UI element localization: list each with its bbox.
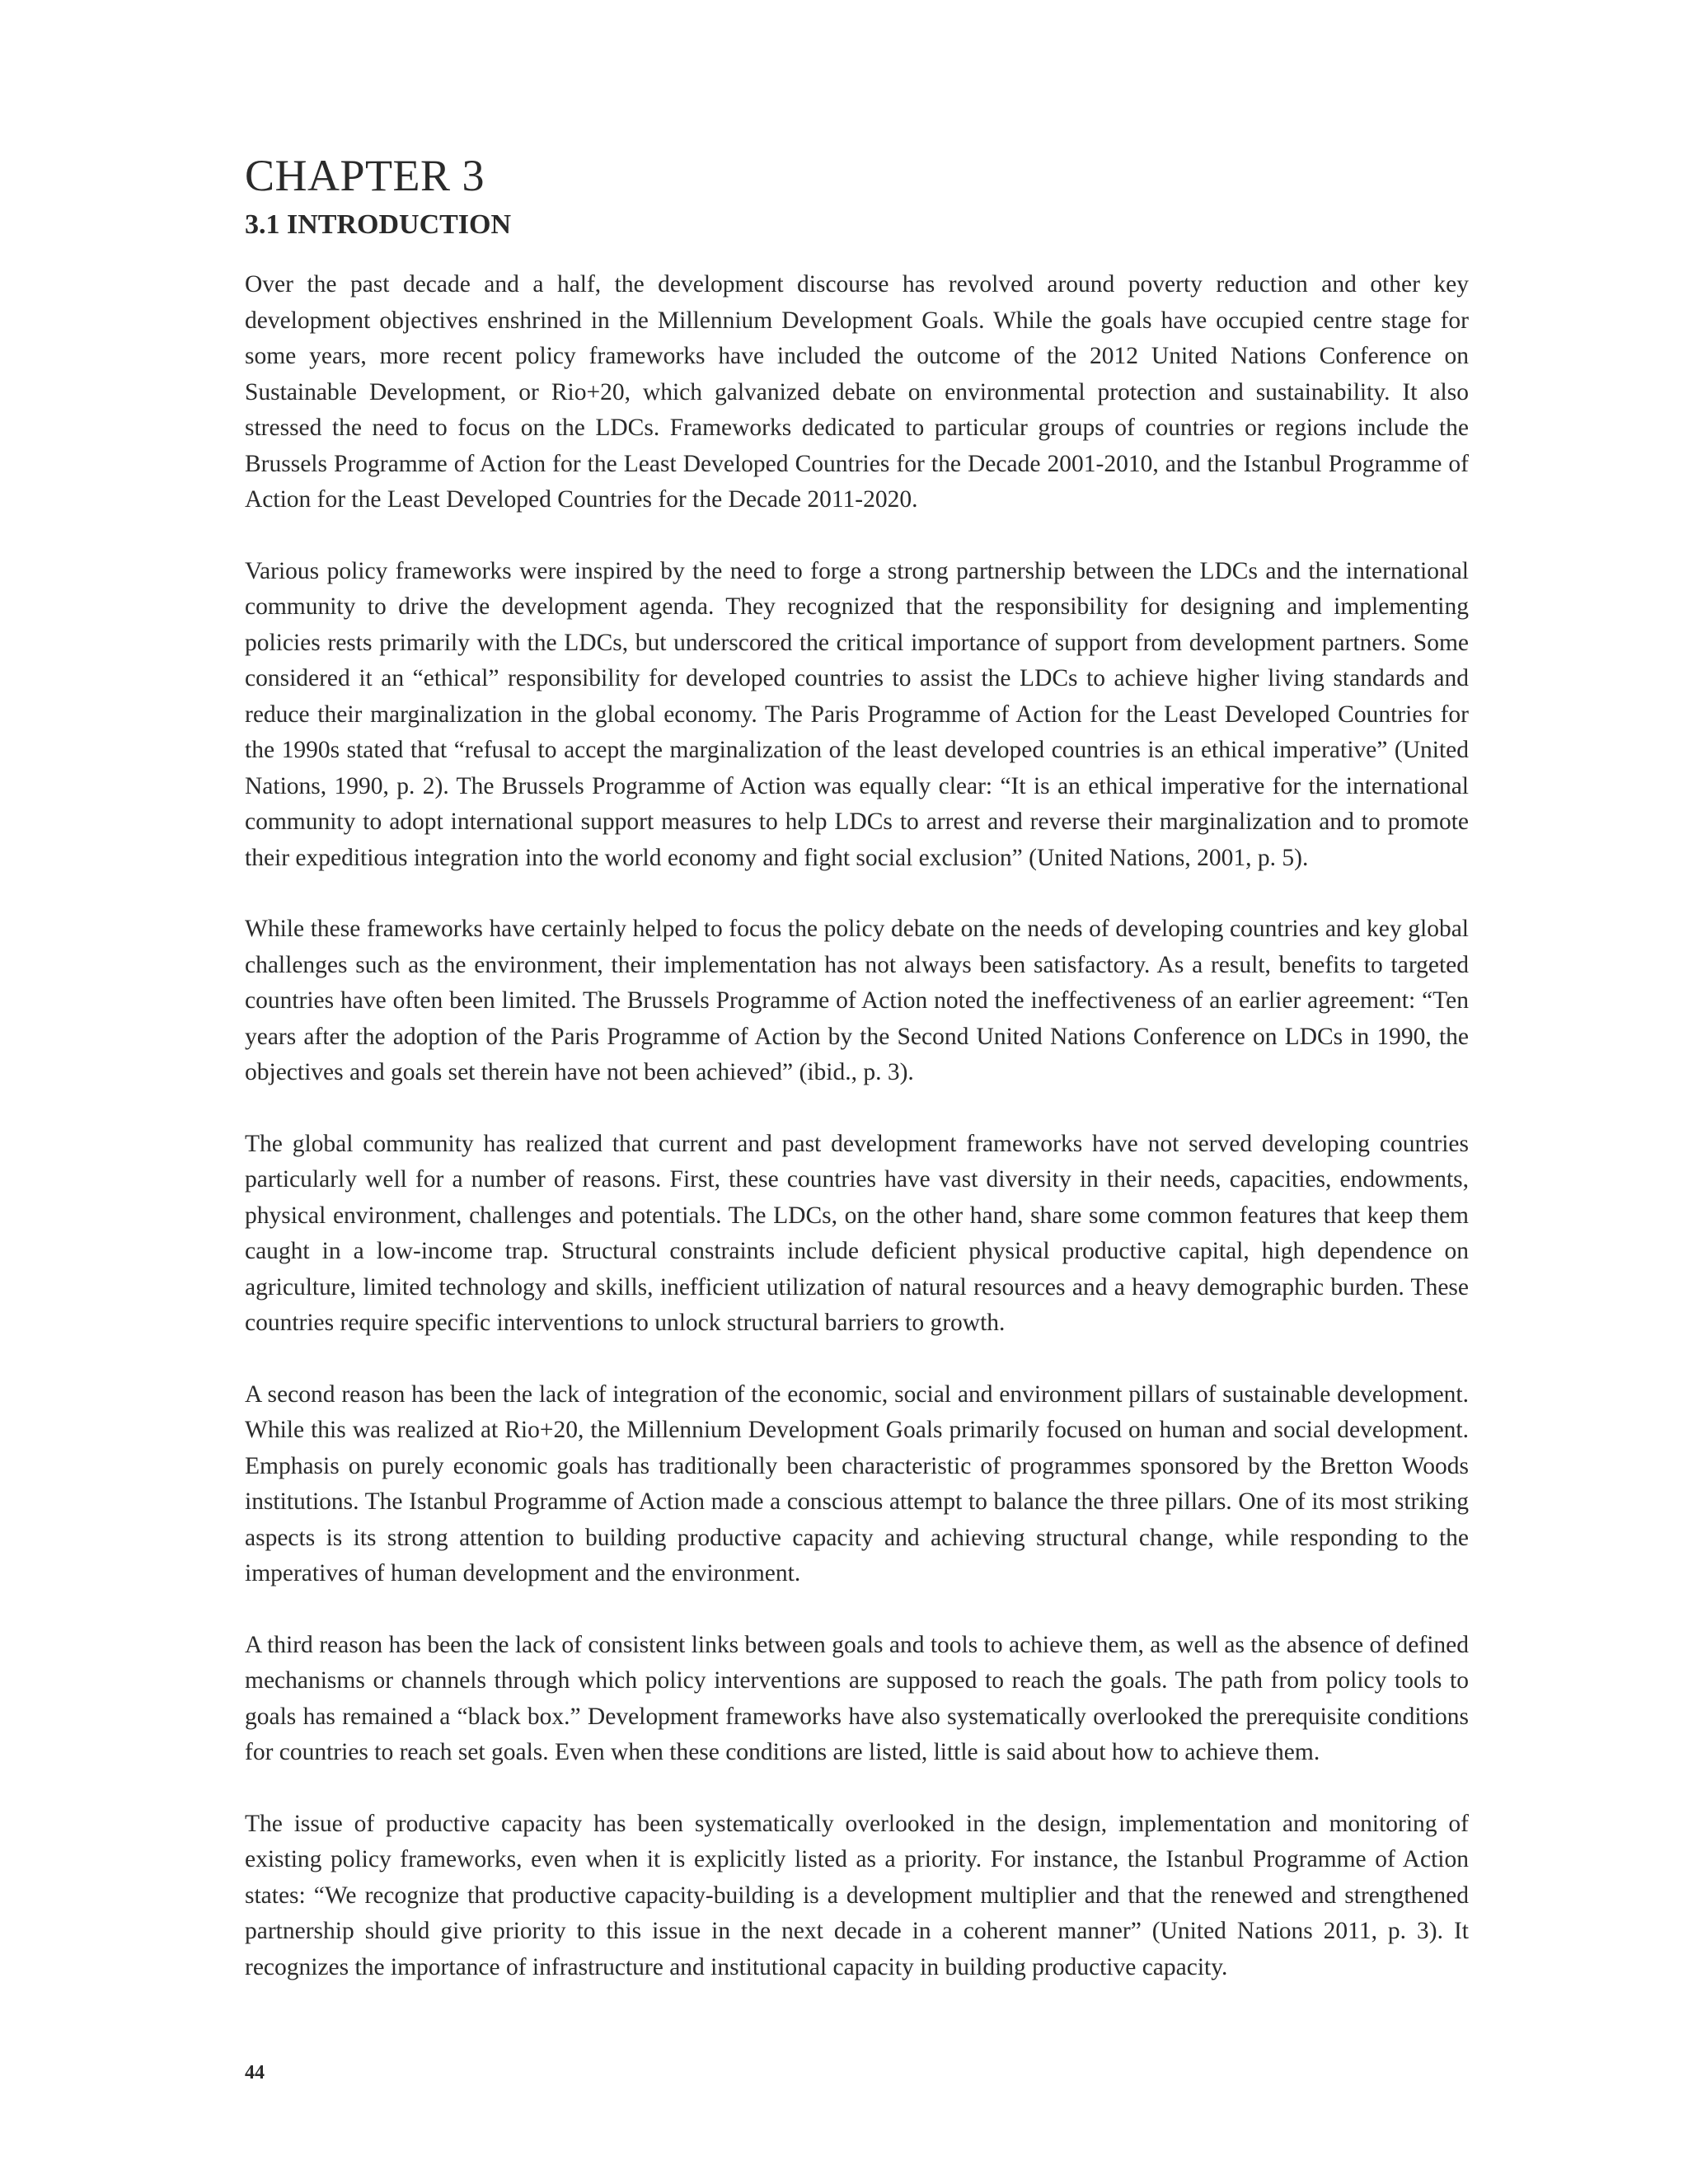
paragraph-1: Over the past decade and a half, the development discourse has revolved around poverty reduction and other key development objectives enshrined in the Millennium Development Goals. While the goals have occupied centre stage for some years, more recent policy frameworks have included the outcome of the 2012 United Nations Conference on Sustainable Development, or Rio+20, which galvanized debate on environmental protection and sustainability. It also stressed the need to focus on the LDCs. Frameworks dedicated to particular groups of countries or regions include the Brussels Programme of Action for the Least Developed Countries for the Decade 2001-2010, and the Istanbul Programme of Action for the Least Developed Countries for the Decade 2011-2020. xyxy=(245,271,1469,513)
paragraph-4: The global community has realized that current and past development frameworks have not served developing countries particularly well for a number of reasons. First, these countries have vast diversity in their needs, capacities, endowments, physical environment, challenges and potentials. The LDCs, on the other hand, share some common features that keep them caught in a low-income trap. Structural constraints include deficient physical productive capital, high dependence on agriculture, limited technology and skills, inefficient utilization of natural resources and a heavy demographic burden. These countries require specific interventions to unlock structural barriers to growth. xyxy=(245,1130,1469,1336)
paragraph-7: The issue of productive capacity has been systematically overlooked in the design, implementation and monitoring of existing policy frameworks, even when it is explicitly listed as a priority. For instance, the Istanbul Programme of Action states: “We recognize that productive capacity-building is a development multiplier and that the renewed and strengthened partnership should give priority to this issue in the next decade in a coherent manner” (United Nations 2011, p. 3). It recognizes the importance of infrastructure and institutional capacity in building productive capacity. xyxy=(245,1810,1469,1980)
page-number: 44 xyxy=(245,2062,265,2083)
paragraph-6: A third reason has been the lack of consistent links between goals and tools to achieve them, as well as the absence of defined mechanisms or channels through which policy interventions are supposed to reach the goals. The path from policy tools to goals has remained a “black box.” Development frameworks have also systematically overlooked the prerequisite conditions for countries to reach set goals. Even when these conditions are listed, little is said about how to achieve them. xyxy=(245,1631,1469,1765)
document-page xyxy=(245,148,1469,2021)
paragraph-5: A second reason has been the lack of integration of the economic, social and environment pillars of sustainable development. While this was realized at Rio+20, the Millennium Development Goals primarily focused on human and social development. Emphasis on purely economic goals has traditionally been characteristic of programmes sponsored by the Bretton Woods institutions. The Istanbul Programme of Action made a conscious attempt to balance the three pillars. One of its most striking aspects is its strong attention to building productive capacity and achieving structural change, while responding to the imperatives of human development and the environment. xyxy=(245,1380,1469,1586)
chapter-title: CHAPTER 3 xyxy=(245,151,485,200)
paragraph-3: While these frameworks have certainly helped to focus the policy debate on the needs of developing countries and key global challenges such as the environment, their implementation has not always been satisfactory. As a result, benefits to targeted countries have often been limited. The Brussels Programme of Action noted the ineffectiveness of an earlier agreement: “Ten years after the adoption of the Paris Programme of Action by the Second United Nations Conference on LDCs in 1990, the objectives and goals set therein have not been achieved” (ibid., p. 3). xyxy=(245,916,1469,1085)
paragraph-2: Various policy frameworks were inspired by the need to forge a strong partnership between the LDCs and the international community to drive the development agenda. They recognized that the responsibility for designing and implementing policies rests primarily with the LDCs, but underscored the critical importance of support from development partners. Some considered it an “ethical” responsibility for developed countries to assist the LDCs to achieve higher living standards and reduce their marginalization in the global economy. The Paris Programme of Action for the Least Developed Countries for the 1990s stated that “refusal to accept the marginalization of the least developed countries is an ethical imperative” (United Nations, 1990, p. 2). The Brussels Programme of Action was equally clear: “It is an ethical imperative for the international community to adopt international support measures to help LDCs to arrest and reverse their marginalization and to promote their expeditious integration into the world economy and fight social exclusion” (United Nations, 2001, p. 5). xyxy=(245,557,1469,871)
section-heading: 3.1 INTRODUCTION xyxy=(245,209,512,240)
